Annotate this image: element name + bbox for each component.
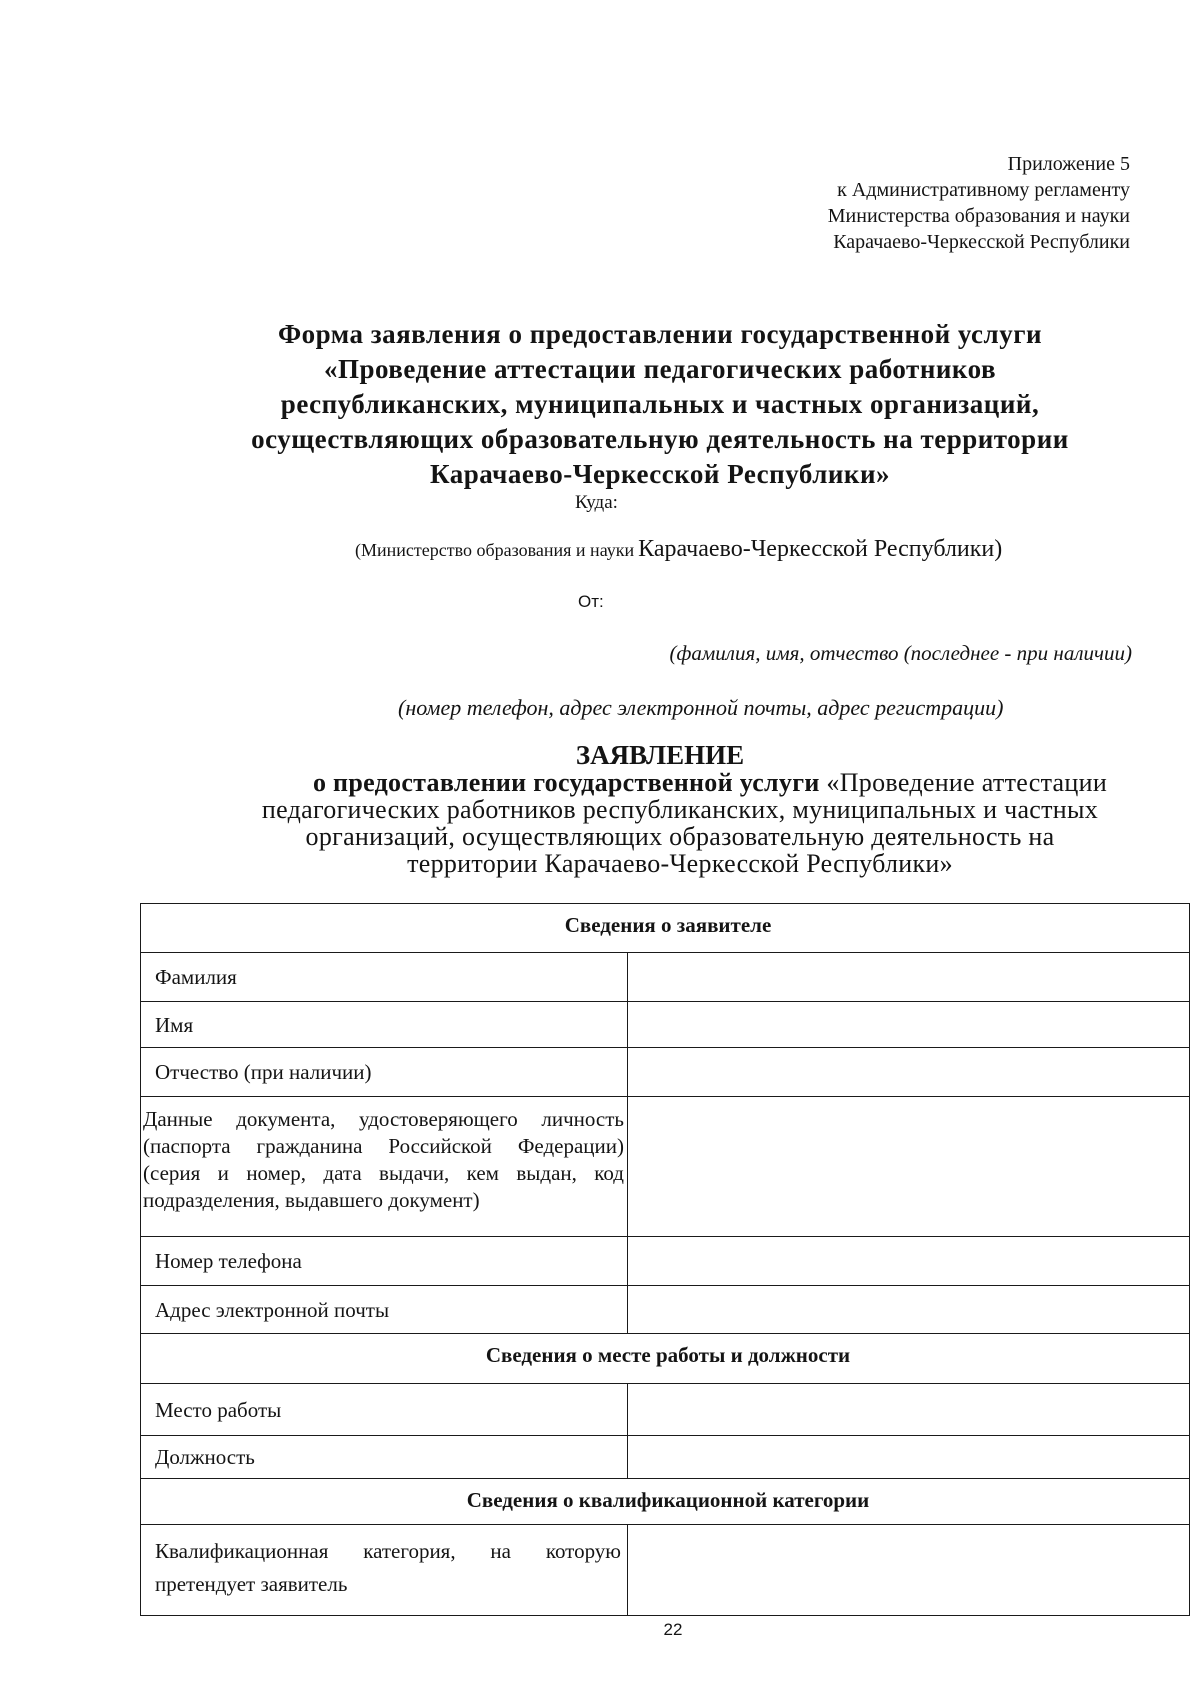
table-row <box>141 1384 1190 1436</box>
field-label-line: претендует заявитель <box>155 1572 348 1596</box>
field-value-email <box>628 1286 1190 1334</box>
statement-body <box>180 769 1180 877</box>
field-label-line: Данные документа, удостоверяющего личность <box>143 1107 624 1131</box>
section-title-work: Сведения о месте работы и должности <box>141 1334 1190 1384</box>
field-label-qualification-category <box>141 1525 628 1616</box>
statement-line1-bold: о предоставлении государственной услуги <box>312 768 820 797</box>
field-label-patronymic: Отчество (при наличии) <box>141 1048 628 1097</box>
application-form-table <box>140 903 1190 1616</box>
field-label-identity-document <box>141 1097 628 1237</box>
field-value-surname <box>628 953 1190 1002</box>
statement-line1-regular: «Проведение аттестации <box>826 768 1108 797</box>
to-value-ministry: (Министерство образования и науки <box>355 540 635 560</box>
field-value-workplace <box>628 1384 1190 1436</box>
statement-line: педагогических работников республиканских, муниципальных и частных <box>261 795 1099 824</box>
section-header-work <box>141 1334 1190 1384</box>
appendix-line: Приложение 5 <box>1007 153 1130 175</box>
field-label-line: Квалификационная категория, на которую <box>155 1539 621 1563</box>
field-label-line: (паспорта гражданина Российской Федерации) <box>143 1134 624 1158</box>
form-title-line: Форма заявления о предоставлении государственной услуги <box>277 319 1043 349</box>
field-value-position <box>628 1436 1190 1479</box>
field-label-surname: Фамилия <box>141 953 628 1002</box>
statement-line: организаций, осуществляющих образовательную деятельность на <box>305 822 1055 851</box>
field-value-qualification-category <box>628 1525 1190 1616</box>
appendix-header <box>828 151 1130 255</box>
table-row <box>141 1002 1190 1048</box>
appendix-line: Карачаево-Черкесской Республики <box>833 231 1130 253</box>
from-name-hint: (фамилия, имя, отчество (последнее - при наличии) <box>669 641 1132 665</box>
field-label-position: Должность <box>141 1436 628 1479</box>
form-title-line: осуществляющих образовательную деятельность на территории <box>251 424 1069 454</box>
table-row <box>141 1436 1190 1479</box>
to-label: Куда: <box>575 492 618 513</box>
form-title-line: «Проведение аттестации педагогических работников <box>323 354 997 384</box>
to-value-republic: Карачаево-Черкесской Республики) <box>638 536 1003 562</box>
table-row <box>141 1525 1190 1616</box>
field-value-first-name <box>628 1002 1190 1048</box>
table-row <box>141 1286 1190 1334</box>
to-value <box>355 536 1002 563</box>
table-row <box>141 1048 1190 1097</box>
table-row <box>141 953 1190 1002</box>
statement-heading: ЗАЯВЛЕНИЕ <box>575 740 745 770</box>
field-label-email: Адрес электронной почты <box>141 1286 628 1334</box>
form-title-line: республиканских, муниципальных и частных организаций, <box>280 389 1040 419</box>
field-label-first-name: Имя <box>141 1002 628 1048</box>
field-label-workplace: Место работы <box>141 1384 628 1436</box>
form-title <box>160 317 1160 492</box>
table-row <box>141 1097 1190 1237</box>
field-label-line: (серия и номер, дата выдачи, кем выдан, код <box>143 1161 624 1185</box>
form-title-line: Карачаево-Черкесской Республики» <box>429 459 891 489</box>
field-value-patronymic <box>628 1048 1190 1097</box>
from-contacts-hint: (номер телефон, адрес электронной почты, адрес регистрации) <box>398 695 1004 720</box>
field-label-line: подразделения, выдавшего документ) <box>143 1188 480 1212</box>
from-label: От: <box>578 592 604 611</box>
section-header-applicant <box>141 904 1190 953</box>
section-title-applicant: Сведения о заявителе <box>141 904 1190 953</box>
section-title-qualification: Сведения о квалификационной категории <box>141 1479 1190 1525</box>
field-value-phone <box>628 1237 1190 1286</box>
statement-line: территории Карачаево-Черкесской Республики» <box>407 849 953 878</box>
field-label-phone: Номер телефона <box>141 1237 628 1286</box>
section-header-qualification <box>141 1479 1190 1525</box>
appendix-line: к Административному регламенту <box>837 179 1130 201</box>
statement-line <box>180 769 1180 796</box>
field-value-identity-document <box>628 1097 1190 1237</box>
appendix-line: Министерства образования и науки <box>827 205 1130 227</box>
page-number: 22 <box>663 1620 683 1639</box>
table-row <box>141 1237 1190 1286</box>
